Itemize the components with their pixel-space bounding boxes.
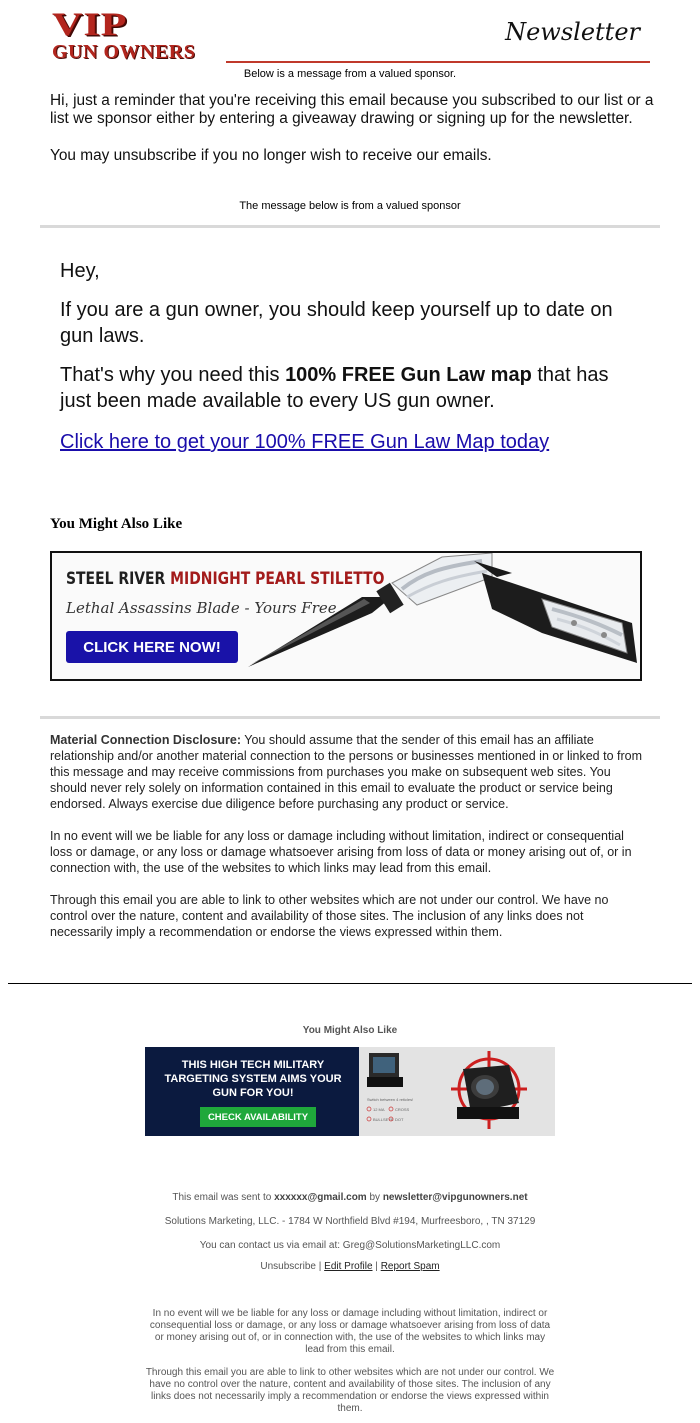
liability-paragraph: In no event will we be liable for any loss or damage including without limitation, indirect or consequential loss or damage, or any loss or damage whatsoever arising from loss of data or money arising out of, or in connection with, the use of the websites to which links may lead from this email. bbox=[50, 829, 632, 875]
disclosure-paragraph bbox=[50, 732, 648, 812]
disclosure-body: You should assume that the sender of this email has an affiliate relationship and/or another material connection to the persons or businesses mentioned in or linked to from this message and may receive commissions from purchases you make on subsequent web sites. You should never rely solely on information contained in this email to evaluate the product or service being endorsed. Always exercise due diligence before purchasing any product or service. bbox=[50, 733, 643, 811]
footer-divider bbox=[8, 983, 692, 984]
footer-links bbox=[0, 1261, 700, 1272]
reticle-label-dot: DOT bbox=[395, 1117, 404, 1122]
message-greeting: Hey, bbox=[60, 260, 100, 282]
unsubscribe-notice: You may unsubscribe if you no longer wish to receive our emails. bbox=[50, 147, 492, 164]
edit-profile-link[interactable]: Edit Profile bbox=[324, 1261, 373, 1272]
red-dot-sight-image bbox=[359, 1047, 555, 1136]
section-divider bbox=[40, 225, 660, 228]
reticle-label-bullseye: BULLSEYE bbox=[373, 1117, 394, 1122]
company-address: Solutions Marketing, LLC. - 1784 W Northfield Blvd #194, Murfreesboro, , TN 37129 bbox=[164, 1216, 536, 1227]
logo-vip-text: VIP bbox=[52, 6, 128, 43]
message-paragraph: If you are a gun owner, you should keep yourself up to date on gun laws. bbox=[60, 299, 613, 347]
subscription-reminder bbox=[50, 92, 655, 184]
sent-to-line bbox=[0, 1192, 700, 1203]
reticle-label-cross: CROSS bbox=[395, 1107, 410, 1112]
newsletter-title: Newsletter bbox=[505, 18, 640, 46]
logo-subtitle: GUN OWNERS bbox=[52, 41, 196, 63]
ad-tagline: Lethal Assassins Blade - Yours Free bbox=[66, 599, 337, 617]
sponsor-message bbox=[60, 258, 640, 455]
reticle-caption: Switch between 4 reticles! bbox=[367, 1097, 414, 1102]
link-separator: | bbox=[318, 1261, 322, 1272]
you-might-also-like-heading-2: You Might Also Like bbox=[302, 1025, 398, 1036]
sent-by-text: by bbox=[366, 1192, 383, 1203]
recipient-email: xxxxxx@gmail.com bbox=[274, 1192, 367, 1203]
sponsor-notice-top: Below is a message from a valued sponsor. bbox=[243, 68, 457, 80]
ad-product: MIDNIGHT PEARL STILETTO bbox=[170, 569, 385, 589]
message-paragraph-offer bbox=[60, 362, 640, 414]
reminder-paragraph: Hi, just a reminder that you're receiving this email because you subscribed to our list or a list we sponsor either by entering a giveaway drawing or signing up for the newsletter. bbox=[50, 92, 654, 127]
sender-email: newsletter@vipgunowners.net bbox=[382, 1192, 528, 1203]
newsletter-header bbox=[50, 8, 650, 64]
material-connection-disclosure bbox=[50, 732, 648, 956]
external-links-paragraph: Through this email you are able to link to other websites which are not under our control. We have no control over the nature, content and availability of those sites. The inclusion of any links does not necessarily imply a recommendation or endorse the views expressed within them. bbox=[50, 893, 609, 939]
you-might-also-like-heading: You Might Also Like bbox=[50, 516, 183, 532]
unsubscribe-link[interactable]: Unsubscribe bbox=[260, 1261, 316, 1272]
footer-liability-text: In no event will we be liable for any loss or damage including without limitation, indirect or consequential loss or damage, or any loss or damage whatsoever arising from loss of data or money arising out of, or in connection with, the use of the websites to which links may lead from this email. bbox=[149, 1308, 551, 1355]
footer-external-links-text: Through this email you are able to link to other websites which are not under our control. We have no control over the nature, content and availability of those sites. The inclusion of any links does not necessarily imply a recommendation or endorse the views expressed within them. bbox=[145, 1367, 555, 1414]
link-separator: | bbox=[375, 1261, 378, 1272]
ad-text-panel bbox=[145, 1047, 359, 1136]
offer-text-start: That's why you need this bbox=[60, 364, 286, 386]
reticle-label-12ma: 12 MA bbox=[373, 1107, 385, 1112]
disclosure-divider bbox=[40, 716, 660, 719]
ad-headline-targeting: THIS HIGH TECH MILITARY TARGETING SYSTEM AIMS YOUR GUN FOR YOU! bbox=[164, 1059, 342, 1099]
stiletto-ad-banner[interactable] bbox=[50, 551, 642, 681]
sponsor-notice-bottom: The message below is from a valued sponsor bbox=[239, 200, 461, 212]
gun-law-map-link[interactable]: Click here to get your 100% FREE Gun Law Map today bbox=[60, 431, 550, 453]
ad-brand: STEEL RIVER bbox=[66, 569, 166, 589]
check-availability-button[interactable]: CHECK AVAILABILITY bbox=[200, 1107, 316, 1127]
header-divider bbox=[226, 61, 650, 63]
sent-to-prefix: This email was sent to bbox=[172, 1192, 275, 1203]
vip-gun-owners-logo[interactable] bbox=[50, 8, 235, 64]
click-here-now-button[interactable]: CLICK HERE NOW! bbox=[66, 631, 238, 663]
contact-line: You can contact us via email at: Greg@SolutionsMarketingLLC.com bbox=[199, 1240, 501, 1251]
report-spam-link[interactable]: Report Spam bbox=[380, 1261, 440, 1272]
targeting-system-ad-banner[interactable] bbox=[145, 1047, 555, 1136]
offer-text-end: that has just been made available to every US gun owner. bbox=[60, 364, 609, 412]
stiletto-knife-image bbox=[242, 553, 642, 679]
offer-highlight: 100% FREE Gun Law map bbox=[285, 364, 532, 386]
disclosure-lead: Material Connection Disclosure: bbox=[50, 733, 242, 747]
